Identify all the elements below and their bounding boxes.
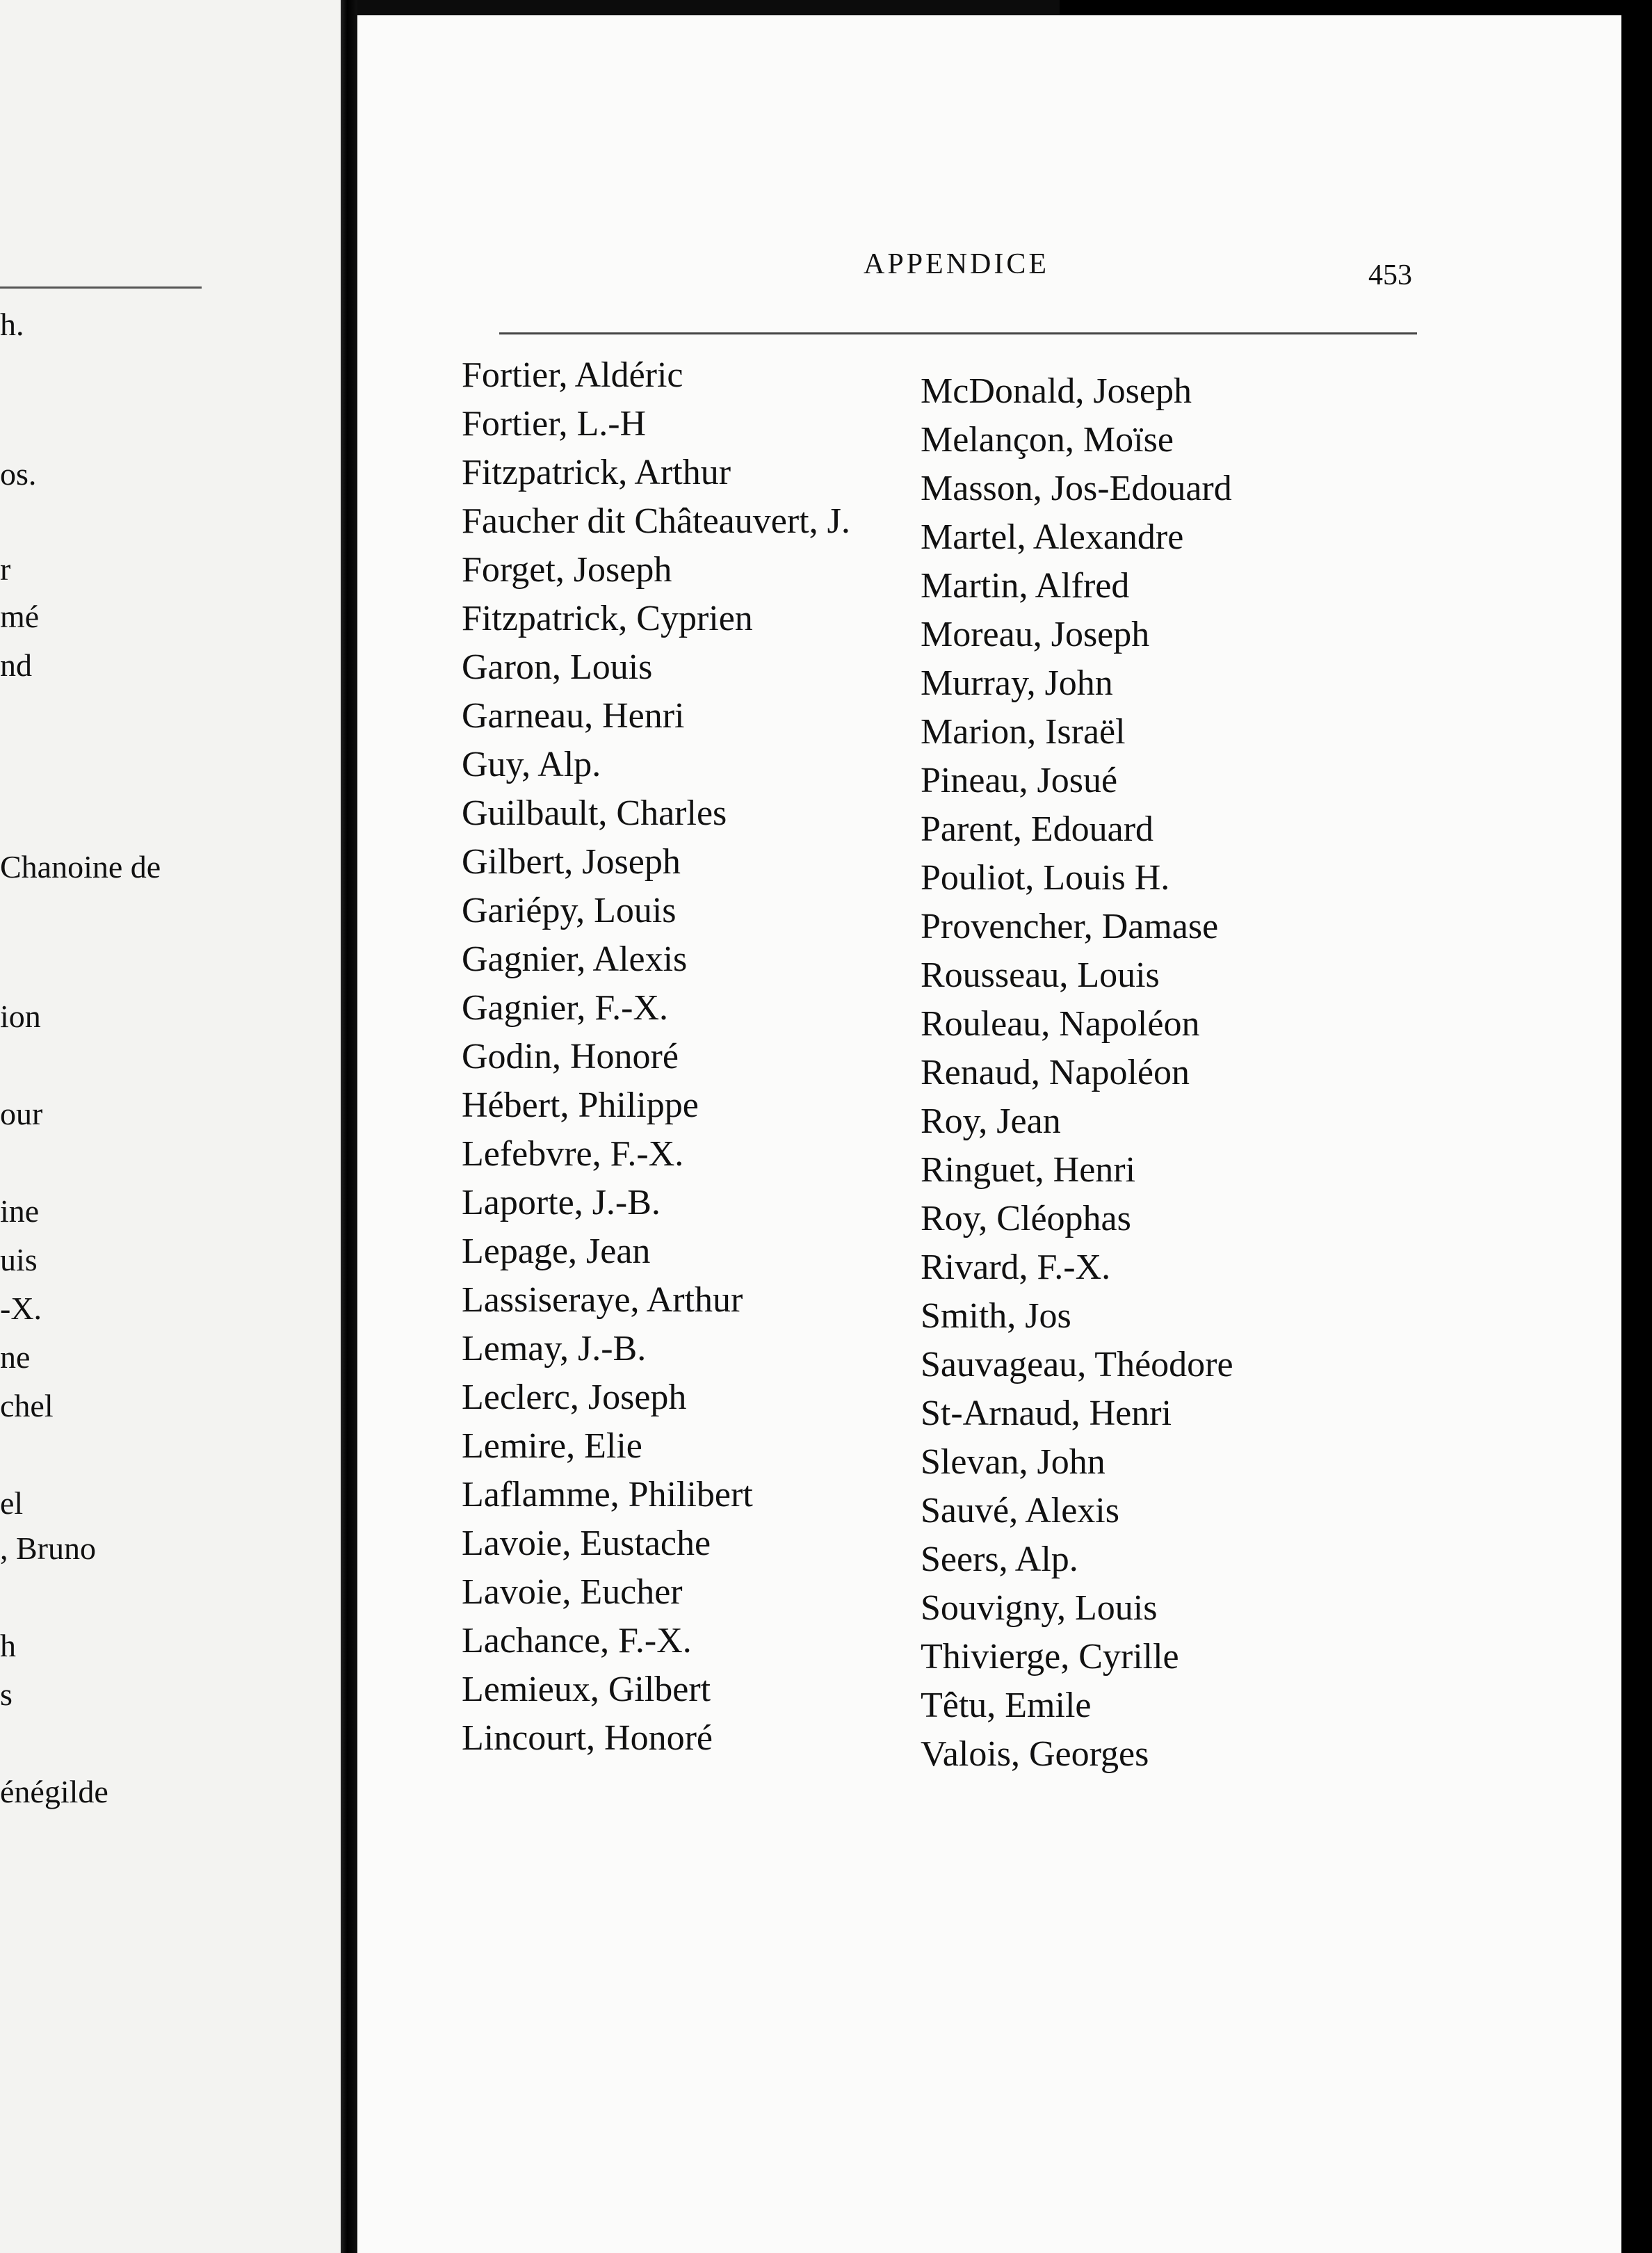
left-page-text-fragment: ine [0,1193,40,1229]
name-entry: Slevan, John [921,1442,1106,1482]
name-entry: Martel, Alexandre [921,517,1184,557]
name-entry: Lepage, Jean [462,1232,651,1271]
left-page-text-fragment: uis [0,1242,38,1277]
name-entry: Parent, Edouard [921,809,1154,849]
name-entry: Forget, Joseph [462,550,672,590]
name-entry: Renaud, Napoléon [921,1053,1190,1092]
name-entry: Guilbault, Charles [462,793,727,833]
name-entry: Laporte, J.-B. [462,1183,661,1222]
name-entry: Garneau, Henri [462,696,685,736]
name-entry: Lassiseraye, Arthur [462,1280,743,1320]
name-entry: Valois, Georges [921,1734,1149,1774]
left-page-text-fragment: r [0,551,11,587]
name-entry: Lavoie, Eucher [462,1572,683,1612]
name-entry: Rivard, F.-X. [921,1247,1111,1287]
name-entry: Rouleau, Napoléon [921,1004,1200,1044]
left-page-text-fragment: h [0,1628,16,1663]
name-entry: Guy, Alp. [462,745,601,784]
name-entry: Têtu, Emile [921,1686,1092,1725]
name-entry: Masson, Jos-Edouard [921,469,1232,508]
name-entry: Lincourt, Honoré [462,1718,713,1758]
name-entry: Murray, John [921,663,1113,703]
name-entry: Lemay, J.-B. [462,1329,647,1368]
name-entry: Gagnier, F.-X. [462,988,669,1028]
name-entry: Leclerc, Joseph [462,1378,687,1417]
name-entry: Lachance, F.-X. [462,1621,692,1661]
name-entry: Thivierge, Cyrille [921,1637,1179,1677]
name-entry: Ringuet, Henri [921,1150,1136,1190]
name-entry: Marion, Israël [921,712,1126,752]
name-entry: Sauvageau, Théodore [921,1345,1233,1384]
left-facing-page [0,0,341,2253]
left-page-text-fragment: el [0,1485,24,1521]
name-entry: Roy, Jean [921,1101,1061,1141]
name-entry: Lemieux, Gilbert [462,1670,711,1709]
name-entry: Fortier, Aldéric [462,355,683,395]
name-entry: Sauvé, Alexis [921,1491,1119,1531]
name-column-right [921,367,1421,1779]
book-gutter [341,0,357,2253]
name-entry: Laflamme, Philibert [462,1475,753,1515]
name-entry: Smith, Jos [921,1296,1071,1336]
name-entry: St-Arnaud, Henri [921,1394,1172,1433]
name-entry: Melançon, Moïse [921,420,1174,460]
name-entry: Pineau, Josué [921,761,1118,800]
left-page-text-fragment: énégilde [0,1774,108,1809]
left-page-text-fragment: ion [0,999,41,1034]
name-entry: Fitzpatrick, Arthur [462,453,731,492]
left-page-text-fragment: os. [0,456,37,492]
page-number: 453 [1368,259,1412,291]
name-entry: Garon, Louis [462,647,653,687]
left-page-text-fragment: nd [0,647,32,683]
header-rule [499,332,1417,334]
name-entry: Lavoie, Eustache [462,1524,711,1563]
name-entry: Godin, Honoré [462,1037,679,1076]
name-entry: McDonald, Joseph [921,371,1192,411]
left-page-text-fragment: chel [0,1388,54,1423]
name-entry: Seers, Alp. [921,1540,1078,1579]
name-entry: Faucher dit Châteauvert, J. [462,501,850,541]
left-page-text-fragment: -X. [0,1291,42,1326]
name-entry: Fitzpatrick, Cyprien [462,599,753,638]
name-entry: Fortier, L.-H [462,404,647,444]
name-entry: Rousseau, Louis [921,955,1160,995]
running-header: APPENDICE [864,248,1050,280]
left-page-text-fragment: h. [0,307,24,342]
left-page-text-fragment: ne [0,1339,31,1375]
name-entry: Martin, Alfred [921,566,1130,606]
name-entry: Souvigny, Louis [921,1588,1158,1628]
name-entry: Pouliot, Louis H. [921,858,1170,898]
left-page-text-fragment: Chanoine de [0,849,161,885]
name-entry: Lefebvre, F.-X. [462,1134,684,1174]
left-page-text-fragment: mé [0,599,40,634]
name-entry: Hébert, Philippe [462,1085,699,1125]
name-entry: Roy, Cléophas [921,1199,1131,1238]
left-page-text-fragment: our [0,1096,43,1131]
name-entry: Gilbert, Joseph [462,842,681,882]
left-page-text-fragment: s [0,1677,13,1712]
name-entry: Gagnier, Alexis [462,939,688,979]
name-entry: Moreau, Joseph [921,615,1150,654]
name-entry: Gariépy, Louis [462,891,677,930]
left-page-rule [0,286,202,289]
left-page-text-fragment: , Bruno [0,1531,96,1566]
name-entry: Lemire, Elie [462,1426,642,1466]
name-entry: Provencher, Damase [921,907,1219,946]
name-column-left [462,351,948,1763]
